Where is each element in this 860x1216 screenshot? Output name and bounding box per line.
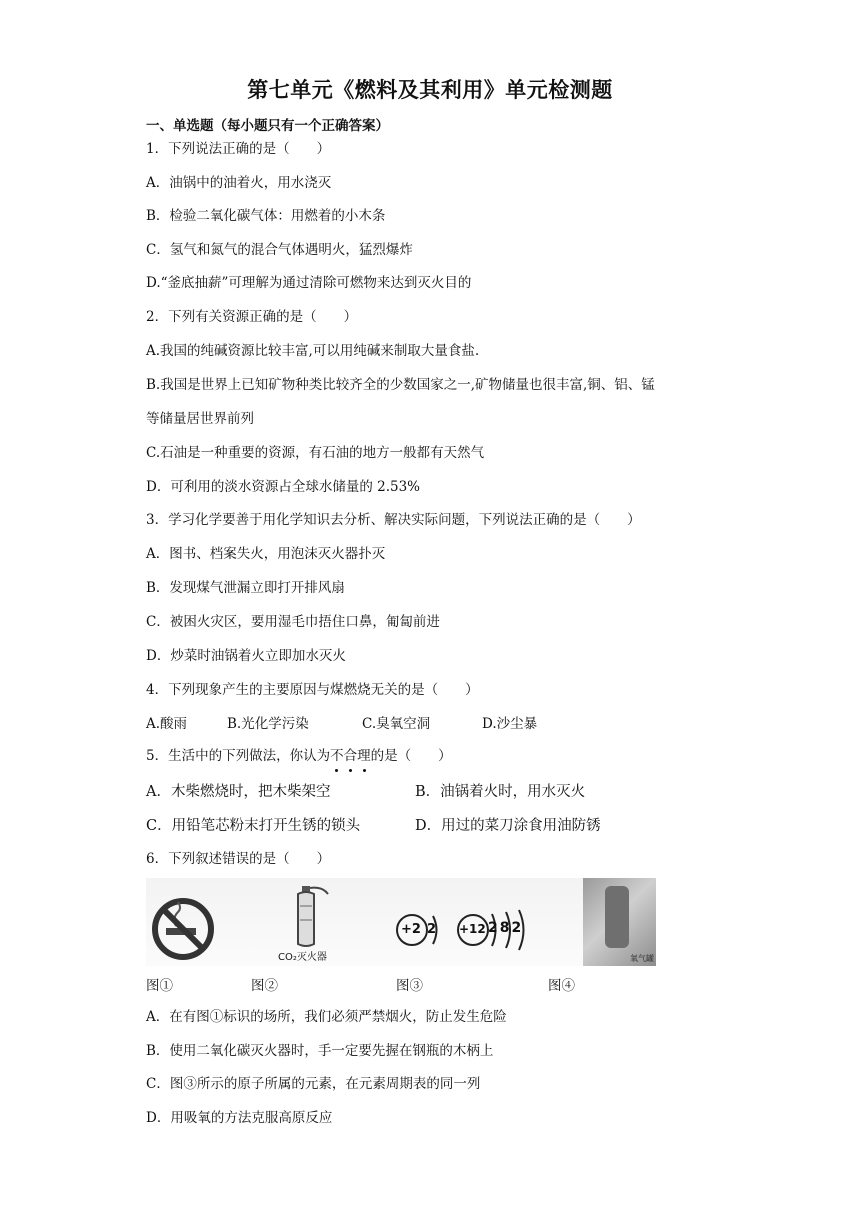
atom-1-shells: 2 xyxy=(427,922,437,937)
figure-1-caption: 图① xyxy=(146,978,173,994)
question-3-option-a: A．图书、档案失火，用泡沫灭火器扑灭 xyxy=(146,546,386,562)
question-5-stem-suffix: 的是（ ） xyxy=(370,748,452,764)
question-3-option-b: B．发现煤气泄漏立即打开排风扇 xyxy=(146,580,345,596)
question-4-option-d: D.沙尘暴 xyxy=(482,716,538,732)
question-4-stem: 4．下列现象产生的主要原因与煤燃烧无关的是（ ） xyxy=(146,682,479,698)
emphasis-dot xyxy=(335,769,338,772)
question-5-stem xyxy=(146,746,452,766)
question-4-option-c: C.臭氧空洞 xyxy=(362,716,431,732)
question-1-option-b: B．检验二氧化碳气体：用燃着的小木条 xyxy=(146,208,386,224)
question-6-option-a: A．在有图①标识的场所，我们必须严禁烟火，防止发生危险 xyxy=(146,1009,507,1025)
question-6-option-d: D．用吸氧的方法克服高原反应 xyxy=(146,1110,333,1126)
question-2-option-b-continued: 等储量居世界前列 xyxy=(146,411,254,427)
fire-extinguisher-icon xyxy=(276,880,336,950)
question-1-stem: 1．下列说法正确的是（ ） xyxy=(146,141,331,157)
emphasis-dot xyxy=(349,769,352,772)
section-heading: 一、单选题（每小题只有一个正确答案） xyxy=(146,118,389,134)
question-5-option-d: D．用过的菜刀涂食用油防锈 xyxy=(415,818,601,834)
question-2-option-c: C.石油是一种重要的资源，有石油的地方一般都有天然气 xyxy=(146,445,485,461)
question-3-option-c: C．被困火灾区，要用湿毛巾捂住口鼻，匍匐前进 xyxy=(146,614,440,630)
question-2-option-d: D．可利用的淡水资源占全球水储量的 2.53% xyxy=(146,479,421,495)
question-3-option-d: D．炒菜时油锅着火立即加水灭火 xyxy=(146,648,346,664)
question-2-option-b: B.我国是世界上已知矿物种类比较齐全的少数国家之一,矿物储量也很丰富,铜、铝、锰 xyxy=(146,377,655,393)
question-5-option-a: A．木柴燃烧时，把木柴架空 xyxy=(146,784,331,800)
question-6-figure-strip xyxy=(146,878,656,966)
question-4-option-b: B.光化学污染 xyxy=(227,716,309,732)
page-title: 第七单元《燃料及其利用》单元检测题 xyxy=(247,78,613,102)
question-5-option-b: B．油锅着火时，用水灭火 xyxy=(415,784,586,800)
question-5-stem-prefix: 5．生活中的下列做法，你认为 xyxy=(146,748,331,764)
extinguisher-label: CO₂灭火器 xyxy=(278,952,327,963)
atom-1-nucleus: +2 xyxy=(401,922,421,937)
question-5-option-c: C．用铅笔芯粉末打开生锈的锁头 xyxy=(146,818,361,834)
atom-2-nucleus: +12 xyxy=(459,922,486,936)
oxygen-bag-label: 氧气罐 xyxy=(630,954,654,963)
question-2-option-a: A.我国的纯碱资源比较丰富,可以用纯碱来制取大量食盐. xyxy=(146,343,480,359)
emphasis-dot xyxy=(363,769,366,772)
question-1-option-a: A．油锅中的油着火，用水浇灭 xyxy=(146,175,332,191)
figure-2-caption: 图② xyxy=(251,978,278,994)
atom-2-shells: 282 xyxy=(488,920,524,936)
question-4-option-a: A.酸雨 xyxy=(146,716,188,732)
question-1-option-c: C．氢气和氮气的混合气体遇明火，猛烈爆炸 xyxy=(146,242,413,258)
question-4-options xyxy=(146,714,537,734)
oxygen-canister-shape xyxy=(605,886,629,948)
question-1-option-d: D.“釜底抽薪”可理解为通过清除可燃物来达到灭火目的 xyxy=(146,275,472,291)
question-6-option-b: B．使用二氧化碳灭火器时，手一定要先握在钢瓶的木柄上 xyxy=(146,1043,494,1059)
oxygen-bag-photo xyxy=(583,878,656,966)
question-2-stem: 2．下列有关资源正确的是（ ） xyxy=(146,309,358,325)
question-3-stem: 3．学习化学要善于用化学知识去分析、解决实际问题，下列说法正确的是（ ） xyxy=(146,512,641,528)
question-5-emphasis-text: 不合理 xyxy=(330,748,371,764)
question-6-stem: 6．下列叙述错误的是（ ） xyxy=(146,851,331,867)
question-5-emphasized-word xyxy=(330,746,371,766)
question-6-option-c: C．图③所示的原子所属的元素，在元素周期表的同一列 xyxy=(146,1076,481,1092)
no-smoking-icon xyxy=(150,896,216,962)
figure-3-caption: 图③ xyxy=(396,978,423,994)
figure-4-caption: 图④ xyxy=(548,978,575,994)
